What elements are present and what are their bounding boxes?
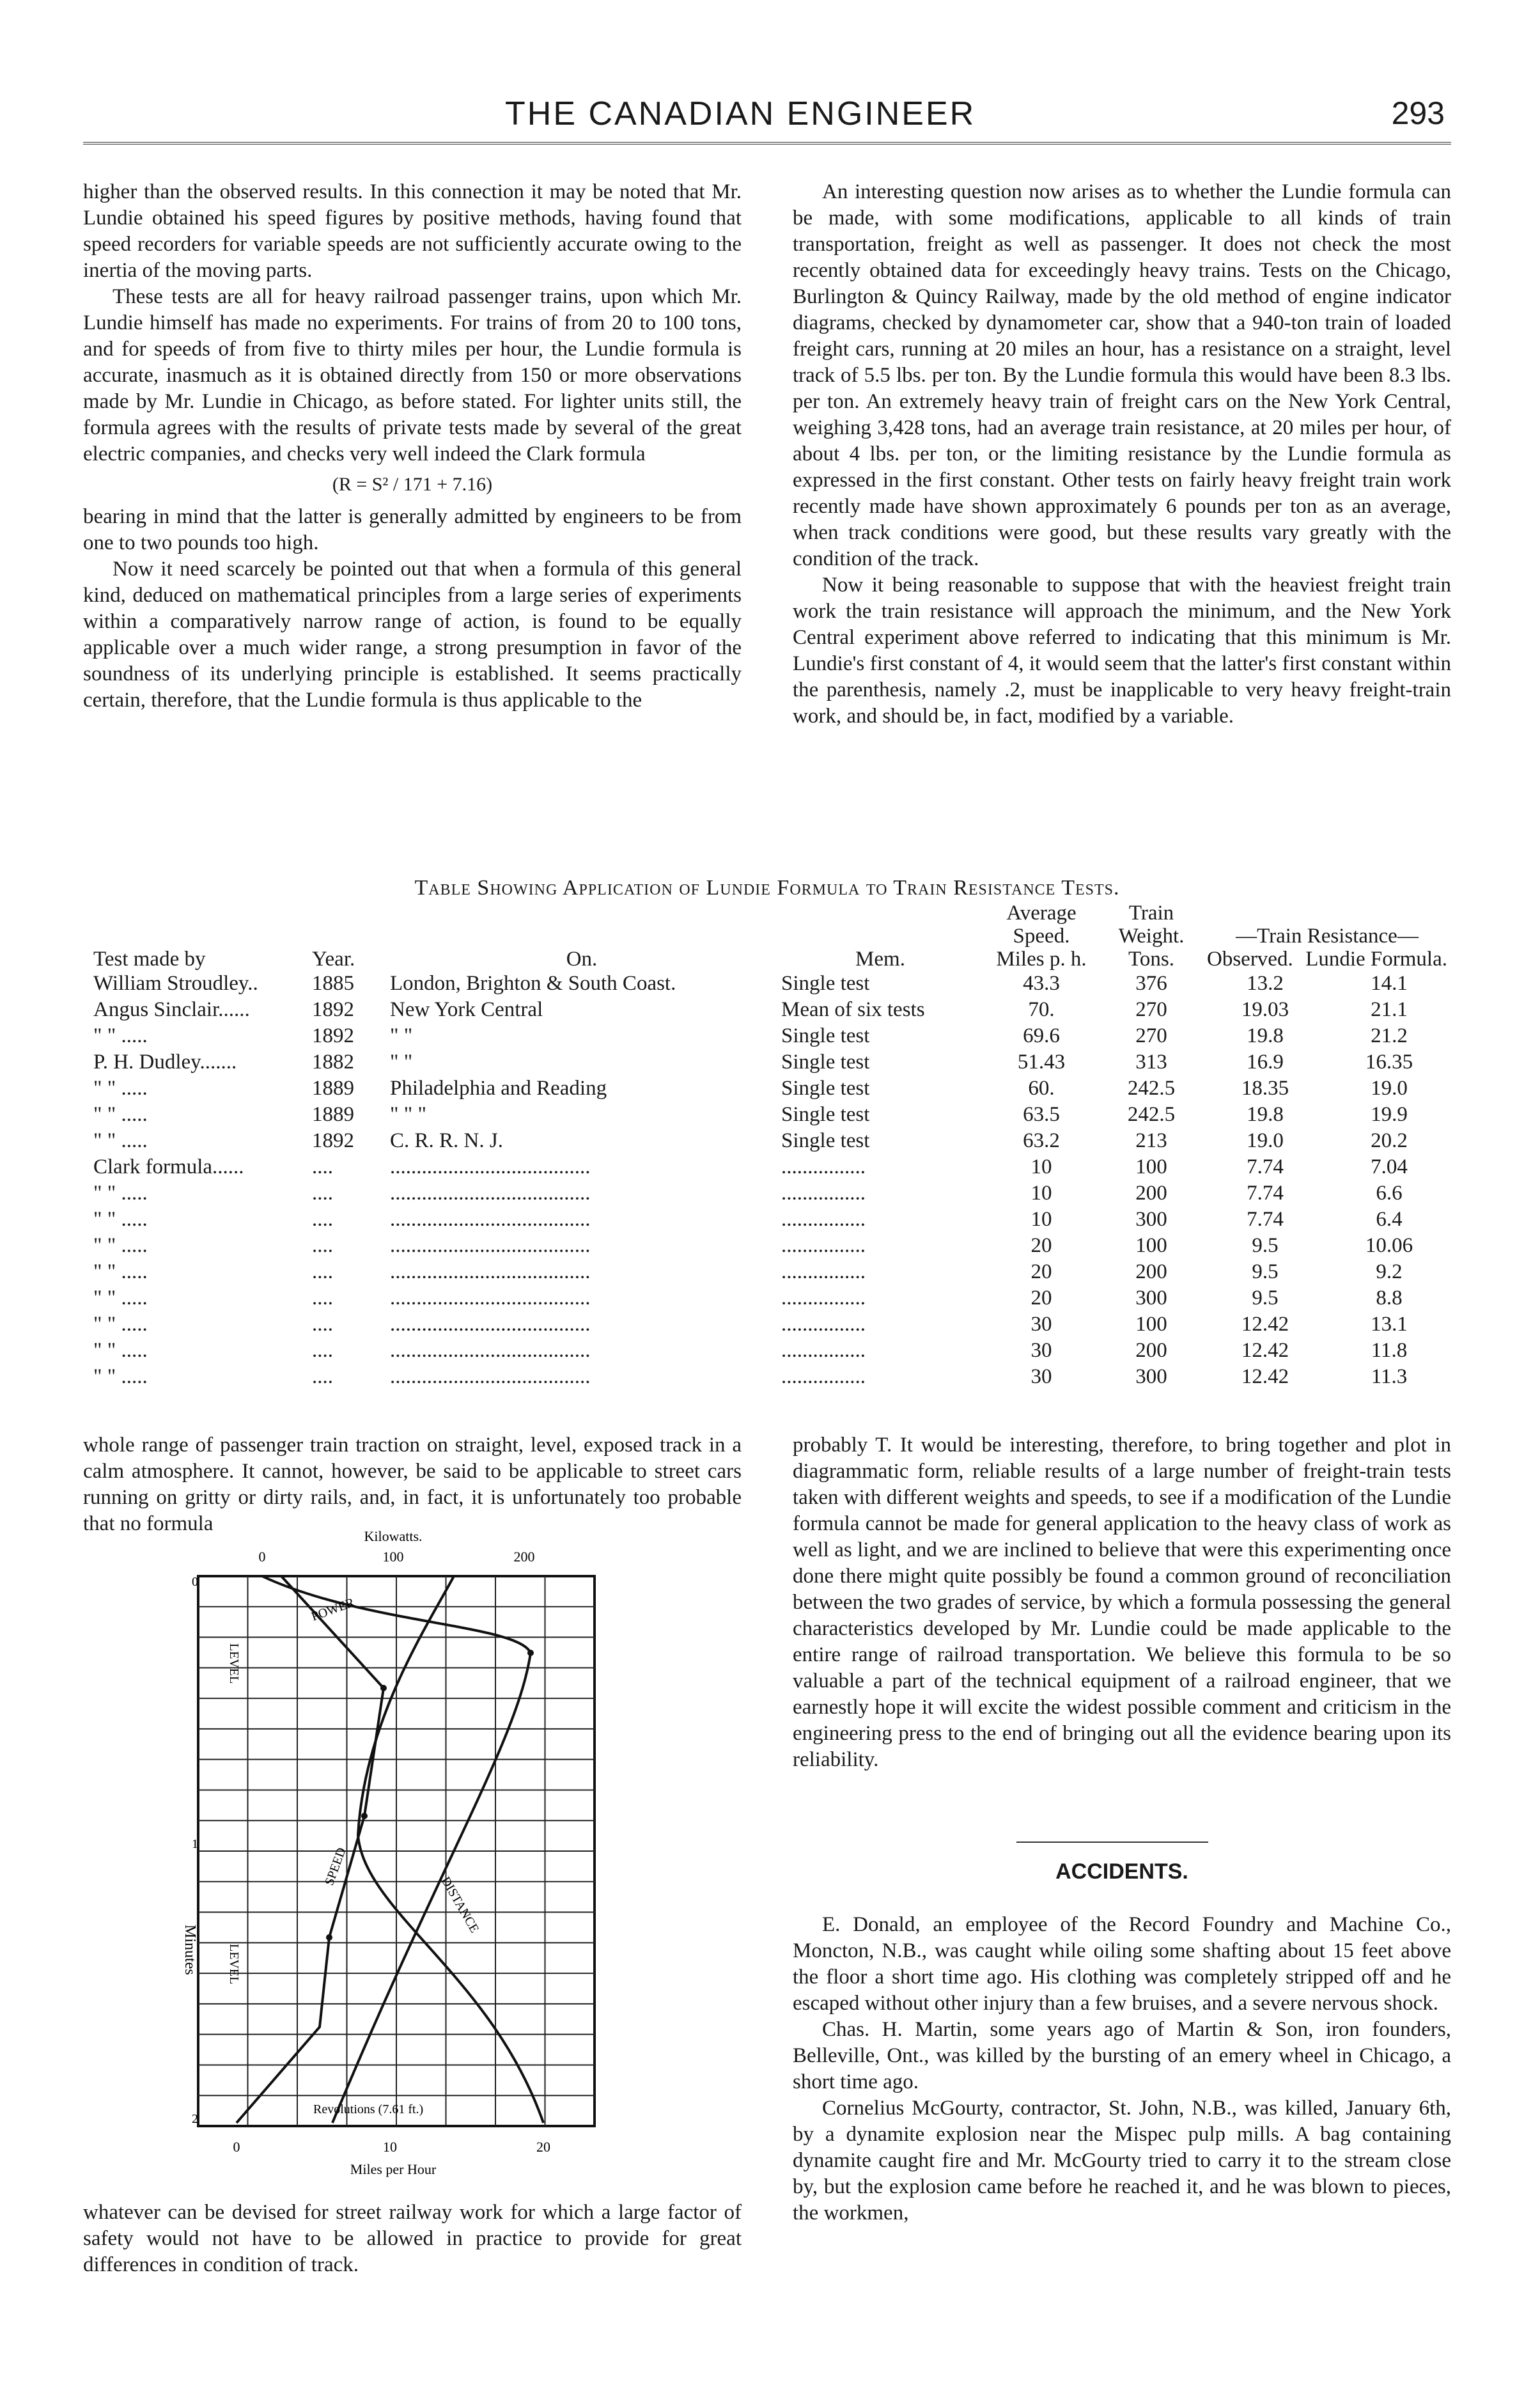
cell-on: C. R. R. N. J. [390,1129,503,1152]
cell-lundie: 9.2 [1376,1260,1403,1283]
paragraph: Chas. H. Martin, some years ago of Martin & Son, iron founders, Belleville, Ont., was killed by the bursting of an emery wheel in Chicago, a short time ago. [793,2018,1451,2093]
paragraph: higher than the observed results. In this connection it may be noted that Mr. Lundie obtained his speed figures by positive methods, having found that speed recorders for variable speeds are not sufficiently accurate owing to the inertia of the moving parts. [83,180,742,282]
miles-per-hour-label: Miles per Hour [350,2161,437,2177]
cell-year: .... [312,1286,333,1310]
cell-on: " " [390,1051,413,1074]
cell-lundie: 10.06 [1365,1234,1413,1257]
cell-observed: 19.8 [1247,1103,1284,1126]
cell-observed: 7.74 [1247,1182,1284,1205]
section-rule [1016,1842,1208,1843]
cell-on: ...................................... [390,1286,591,1310]
cell-weight: 313 [1135,1051,1167,1074]
curve-point [326,1934,332,1941]
col-test-made-by: Test made by [93,948,206,971]
cell-speed: 10 [1031,1208,1052,1231]
cell-test-made-by: " " ..... [93,1234,148,1257]
cell-mem: ................ [781,1339,866,1362]
cell-on: " " " [390,1103,426,1126]
left-tick-0: 0 [192,1575,198,1589]
cell-on: New York Central [390,998,543,1021]
cell-year: .... [312,1339,333,1362]
distance-label: DISTANCE [438,1874,482,1935]
cell-lundie: 16.35 [1365,1051,1413,1074]
cell-year: .... [312,1313,333,1336]
cell-speed: 60. [1028,1077,1055,1100]
cell-observed: 12.42 [1241,1339,1289,1362]
cell-year: 1889 [312,1103,354,1126]
col-observed: Observed. [1207,948,1293,971]
cell-mem: ................ [781,1182,866,1205]
cell-mem: Single test [781,1129,870,1152]
cell-observed: 12.42 [1241,1365,1289,1388]
cell-test-made-by: " " ..... [93,1129,148,1152]
cell-speed: 30 [1031,1339,1052,1362]
cell-speed: 30 [1031,1313,1052,1336]
cell-test-made-by: " " ..... [93,1339,148,1362]
cell-on: ...................................... [390,1365,591,1388]
right-column-bottom [793,1432,1451,1773]
cell-lundie: 14.1 [1371,972,1408,995]
cell-observed: 16.9 [1247,1051,1284,1074]
cell-mem: Mean of six tests [781,998,925,1021]
col-resistance-group [1203,902,1451,971]
left-column-end [83,2200,742,2278]
cell-speed: 20 [1031,1234,1052,1257]
cell-on: ...................................... [390,1313,591,1336]
cell-test-made-by: " " ..... [93,1313,148,1336]
col-on: On. [566,948,598,971]
cell-lundie: 6.4 [1376,1208,1403,1231]
cell-weight: 213 [1135,1129,1167,1152]
cell-mem: ................ [781,1260,866,1283]
cell-lundie: 20.2 [1371,1129,1408,1152]
cell-test-made-by: " " ..... [93,1182,148,1205]
cell-on: ...................................... [390,1234,591,1257]
cell-mem: ................ [781,1155,866,1178]
curve-point [527,1650,534,1656]
table-row [89,1233,1451,1259]
cell-lundie: 11.3 [1371,1365,1408,1388]
cell-observed: 19.8 [1247,1024,1284,1047]
left-tick-1: 1 [192,1837,198,1851]
accidents-heading: ACCIDENTS. [1055,1859,1188,1884]
cell-weight: 300 [1135,1286,1167,1310]
bottom-tick-0: 0 [233,2139,240,2155]
cell-lundie: 7.04 [1371,1155,1408,1178]
cell-observed: 19.0 [1247,1129,1284,1152]
table-header-row [89,902,1451,971]
cell-weight: 300 [1135,1365,1167,1388]
cell-on: London, Brighton & South Coast. [390,972,676,995]
table-row [89,1049,1451,1075]
level-label-top: LEVEL [227,1643,241,1684]
journal-title: THE CANADIAN ENGINEER [505,95,976,132]
cell-test-made-by: " " ..... [93,1024,148,1047]
accidents-section [793,1912,1451,2226]
table-row [89,1023,1451,1049]
kilowatts-label: Kilowatts. [364,1528,423,1544]
resistance-table [89,902,1451,1390]
table-row [89,1128,1451,1154]
cell-lundie: 8.8 [1376,1286,1403,1310]
cell-lundie: 6.6 [1376,1182,1403,1205]
cell-weight: 200 [1135,1260,1167,1283]
cell-on: ...................................... [390,1339,591,1362]
cell-on: ...................................... [390,1182,591,1205]
cell-test-made-by: Angus Sinclair...... [93,998,250,1021]
cell-test-made-by: " " ..... [93,1208,148,1231]
cell-test-made-by: " " ..... [93,1286,148,1310]
cell-speed: 30 [1031,1365,1052,1388]
cell-year: .... [312,1365,333,1388]
paragraph: Cornelius McGourty, contractor, St. John, N.B., was killed, January 6th, by a dynamite explosion near the Mispec pulp mills. A bag containing dynamite caught fire and Mr. McGourty tried to carry it to the stream close by, but the explosion came before he reached it, and he was blown to pieces, the workmen, [793,2097,1451,2225]
paragraph: probably T. It would be interesting, therefore, to bring together and plot in diagrammatic form, reliable results of a large number of freight-train tests taken with different weights and speeds, to see if a modification of the Lundie formula cannot be made for general application to the heavy class of work as well as light, and we are inclined to believe that were this experimenting once done there might quite possibly be found a common ground of reconciliation between the two grades of service, by which a formula possessing the general characteristics developed by Mr. Lundie could be made applicable to the entire range of railroad transportation. We believe this formula to be so valuable a part of the technical equipment of a railroad engineer, that we earnestly hope it will excite the widest possible comment and criticism in the engineering press to the end of bringing out all the evidence bearing upon its reliability. [793,1434,1451,1771]
table-row [89,1285,1451,1311]
cell-speed: 70. [1028,998,1055,1021]
bottom-tick-20: 20 [536,2139,550,2155]
level-label-bottom: LEVEL [227,1944,241,1985]
paragraph: Now it need scarcely be pointed out that when a formula of this general kind, deduced on mathematical principles from a large series of experiments within a comparatively narrow range of action, is found to be equally applicable over a much wider range, a strong presumption in favor of the soundness of its underlying principle is established. It seems practically certain, therefore, that the Lundie formula is thus applicable to the [83,558,742,712]
cell-observed: 9.5 [1252,1286,1279,1310]
cell-speed: 69.6 [1023,1024,1060,1047]
cell-lundie: 13.1 [1371,1313,1408,1336]
power-label: POWER [309,1595,357,1624]
cell-on: ...................................... [390,1260,591,1283]
cell-on: ...................................... [390,1155,591,1178]
cell-test-made-by: " " ..... [93,1103,148,1126]
table-row [89,1102,1451,1128]
cell-observed: 19.03 [1241,998,1289,1021]
cell-test-made-by: P. H. Dudley....... [93,1051,237,1074]
table-row [89,1364,1451,1390]
cell-speed: 43.3 [1023,972,1060,995]
cell-speed: 10 [1031,1155,1052,1178]
cell-on: Philadelphia and Reading [390,1077,607,1100]
top-tick-0: 0 [258,1549,266,1565]
col-train-weight: Train Weight. Tons. [1118,902,1185,971]
col-lundie: Lundie Formula. [1305,948,1447,971]
cell-on: ...................................... [390,1208,591,1231]
cell-weight: 300 [1135,1208,1167,1231]
cell-weight: 100 [1135,1313,1167,1336]
cell-lundie: 21.2 [1371,1024,1408,1047]
left-tick-2: 2 [192,2112,198,2126]
curve-point [380,1685,387,1691]
cell-weight: 242.5 [1127,1077,1176,1100]
cell-speed: 51.43 [1017,1051,1066,1074]
col-mem: Mem. [855,948,905,971]
cell-observed: 7.74 [1247,1208,1284,1231]
diagram-svg [173,1528,697,2187]
paragraph: These tests are all for heavy railroad passenger trains, upon which Mr. Lundie himself has made no experiments. For trains of from 20 to 100 tons, and for speeds of from five to thirty miles per hour, the Lundie formula is accurate, inasmuch as it is obtained directly from 150 or more observations made by Mr. Lundie in Chicago, as before stated. For lighter units still, the formula agrees with the results of private tests made by several of the great electric companies, and checks very well indeed the Clark formula [83,285,742,465]
top-tick-100: 100 [382,1549,404,1565]
curve-point [361,1813,368,1819]
table-row [89,1154,1451,1180]
cell-weight: 270 [1135,998,1167,1021]
cell-mem: ................ [781,1208,866,1231]
cell-mem: ................ [781,1286,866,1310]
cell-test-made-by: William Stroudley.. [93,972,258,995]
paragraph: Now it being reasonable to suppose that with the heaviest freight train work the train resistance will approach the minimum, and the New York Central experiment above referred to indicating that this minimum is Mr. Lundie's first constant of 4, it would seem that the latter's first constant within the parenthesis, namely .2, must be inapplicable to very heavy freight-train work, and should be, in fact, modified by a variable. [793,574,1451,728]
revolutions-label: Revolutions (7.61 ft.) [313,2102,424,2116]
cell-observed: 13.2 [1247,972,1284,995]
cell-observed: 18.35 [1241,1077,1289,1100]
cell-test-made-by: " " ..... [93,1260,148,1283]
cell-weight: 270 [1135,1024,1167,1047]
cell-test-made-by: " " ..... [93,1365,148,1388]
cell-observed: 9.5 [1252,1260,1279,1283]
resistance-group-label: —Train Resistance— [1236,925,1419,948]
cell-year: 1892 [312,1024,354,1047]
cell-lundie: 19.0 [1371,1077,1408,1100]
left-column-bottom [83,1432,742,1537]
speed-power-diagram [173,1528,697,2187]
cell-year: .... [312,1234,333,1257]
cell-year: .... [312,1208,333,1231]
cell-weight: 100 [1135,1155,1167,1178]
cell-weight: 376 [1135,972,1167,995]
cell-lundie: 21.1 [1371,998,1408,1021]
table-row [89,971,1451,997]
cell-mem: ................ [781,1234,866,1257]
cell-mem: ................ [781,1365,866,1388]
cell-test-made-by: Clark formula...... [93,1155,244,1178]
paragraph: bearing in mind that the latter is generally admitted by engineers to be from one to two pounds too high. [83,505,742,554]
cell-observed: 7.74 [1247,1155,1284,1178]
header-rule [83,142,1451,145]
cell-speed: 20 [1031,1286,1052,1310]
top-tick-200: 200 [513,1549,535,1565]
cell-year: 1889 [312,1077,354,1100]
cell-lundie: 11.8 [1371,1339,1408,1362]
page-header [83,88,1451,146]
cell-year: .... [312,1182,333,1205]
diagram-grid [198,1576,595,2126]
table-row [89,1075,1451,1102]
cell-year: .... [312,1155,333,1178]
cell-weight: 200 [1135,1339,1167,1362]
table-row [89,1180,1451,1207]
cell-mem: Single test [781,1051,870,1074]
table-row [89,1259,1451,1285]
table-row [89,1207,1451,1233]
cell-mem: ................ [781,1313,866,1336]
paragraph: whole range of passenger train traction on straight, level, exposed track in a calm atmosphere. It cannot, however, be said to be applicable to street cars running on gritty or dirty rails, and, in fact, it is unfortunately too probable that no formula [83,1434,742,1535]
bottom-tick-10: 10 [383,2139,397,2155]
paragraph: whatever can be devised for street railway work for which a large factor of safety would not have to be allowed in practice to provide for great differences in condition of track. [83,2201,742,2276]
cell-on: " " [390,1024,413,1047]
cell-speed: 63.2 [1023,1129,1060,1152]
cell-weight: 200 [1135,1182,1167,1205]
left-column-top [83,179,742,714]
cell-lundie: 19.9 [1371,1103,1408,1126]
cell-year: 1892 [312,1129,354,1152]
cell-speed: 63.5 [1023,1103,1060,1126]
col-avg-speed: Average Speed. Miles p. h. [996,902,1087,971]
table-title: Table Showing Application of Lundie Formula to Train Resistance Tests. [414,876,1120,900]
table-row [89,1338,1451,1364]
cell-mem: Single test [781,1103,870,1126]
cell-mem: Single test [781,1077,870,1100]
table-row [89,997,1451,1023]
cell-weight: 242.5 [1127,1103,1176,1126]
cell-year: 1892 [312,998,354,1021]
speed-label: SPEED [322,1845,349,1888]
cell-year: 1885 [312,972,354,995]
clark-formula: (R = S² / 171 + 7.16) [332,474,493,495]
right-column-top [793,179,1451,730]
cell-year: .... [312,1260,333,1283]
cell-speed: 10 [1031,1182,1052,1205]
table-body [89,971,1451,1390]
cell-test-made-by: " " ..... [93,1077,148,1100]
paragraph: E. Donald, an employee of the Record Foundry and Machine Co., Moncton, N.B., was caught while oiling some shafting about 15 feet above the floor a short time ago. His clothing was completely stripped off and he escaped without other injury than a few bruises, and a severe nervous shock. [793,1913,1451,2015]
cell-year: 1882 [312,1051,354,1074]
cell-weight: 100 [1135,1234,1167,1257]
paragraph: An interesting question now arises as to whether the Lundie formula can be made, with some modifications, applicable to all kinds of train transportation, freight as well as passenger. It does not check the most recently obtained data for exceedingly heavy trains. Tests on the Chicago, Burlington & Quincy Railway, made by the old method of engine indicator diagrams, checked by dynamometer car, show that a 940-ton train of loaded freight cars, running at 20 miles an hour, has a resistance on a straight, level track of 5.5 lbs. per ton. By the Lundie formula this would have been 8.3 lbs. per ton. An extremely heavy train of freight cars on the New York Central, weighing 3,428 tons, had an average train resistance, at 20 miles per hour, of about 4 lbs. per ton, or the limiting resistance by the Lundie formula as expressed in the first constant. Other tests on fairly heavy freight train work recently made have shown approximately 6 pounds per ton as an average, when track conditions were good, but these results vary greatly with the condition of the track. [793,180,1451,570]
cell-observed: 12.42 [1241,1313,1289,1336]
distance-curve [358,1576,543,2123]
page-number: 293 [1391,95,1445,131]
table-row [89,1311,1451,1338]
col-year: Year. [312,948,355,971]
minutes-label: Minutes [182,1925,198,1975]
cell-mem: Single test [781,972,870,995]
cell-observed: 9.5 [1252,1234,1279,1257]
cell-mem: Single test [781,1024,870,1047]
cell-speed: 20 [1031,1260,1052,1283]
